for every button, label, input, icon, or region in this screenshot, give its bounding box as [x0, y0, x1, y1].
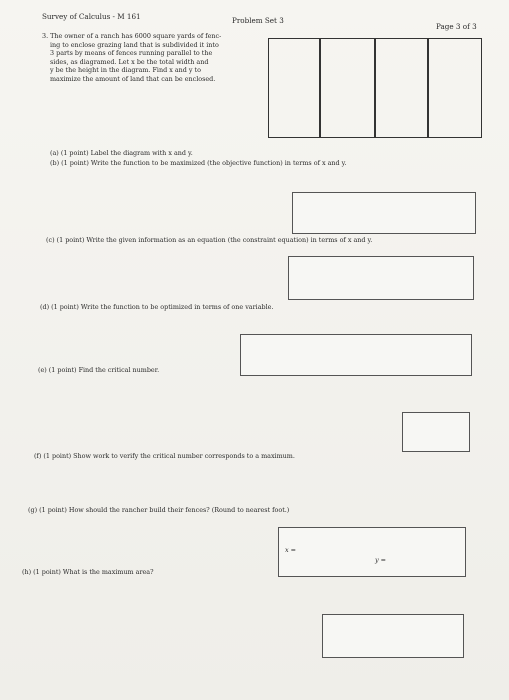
part-b-text: (b) (1 point) Write the function to be maximized (the objective function) in terms of x and y. [50, 159, 347, 167]
part-c-text: (c) (1 point) Write the given information as an equation (the constraint equation) in terms of x and y. [46, 236, 373, 244]
fence-divider [374, 39, 376, 137]
page-title: Problem Set 3 [232, 16, 284, 25]
answer-box-c[interactable] [288, 256, 474, 300]
answer-box-e[interactable] [402, 412, 470, 452]
y-answer-label: y = [375, 556, 386, 564]
course-name: Survey of Calculus - M 161 [42, 12, 141, 21]
intro-line: 3 parts by means of fences running parallel to the [50, 49, 213, 58]
x-answer-label: x = [285, 546, 296, 554]
problem-intro [42, 32, 264, 84]
part-d-text: (d) (1 point) Write the function to be optimized in terms of one variable. [40, 303, 274, 311]
part-f-text: (f) (1 point) Show work to verify the critical number corresponds to a maximum. [34, 452, 295, 460]
page-number: Page 3 of 3 [436, 22, 477, 31]
fence-divider [427, 39, 429, 137]
intro-line: maximize the amount of land that can be enclosed. [50, 74, 216, 83]
fence-diagram [268, 38, 482, 138]
part-g-text: (g) (1 point) How should the rancher build their fences? (Round to nearest foot.) [28, 506, 290, 514]
part-a-text: (a) (1 point) Label the diagram with x and y. [50, 149, 193, 157]
intro-line: y be the height in the diagram. Find x and y to [50, 66, 201, 75]
answer-box-d[interactable] [240, 334, 472, 376]
intro-line: ing to enclose grazing land that is subdivided it into [50, 40, 219, 49]
answer-box-g[interactable] [278, 527, 466, 577]
intro-line: sides, as diagramed. Let x be the total width and [50, 57, 209, 66]
answer-box-b[interactable] [292, 192, 476, 234]
answer-box-h[interactable] [322, 614, 464, 658]
intro-line: 3. The owner of a ranch has 6000 square yards of fenc- [42, 32, 222, 40]
fence-divider [319, 39, 321, 137]
part-e-text: (e) (1 point) Find the critical number. [38, 366, 160, 374]
part-h-text: (h) (1 point) What is the maximum area? [22, 568, 154, 576]
